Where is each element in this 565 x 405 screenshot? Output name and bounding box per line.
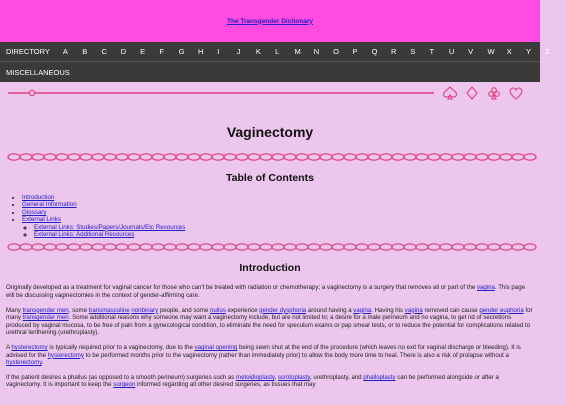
nav-letters xyxy=(63,47,565,56)
nav-letter-r[interactable]: R xyxy=(390,47,397,56)
paragraph-text: removed can cause xyxy=(422,306,480,314)
nav-letter-j[interactable]: J xyxy=(236,47,241,56)
nav-miscellaneous[interactable]: MISCELLANEOUS xyxy=(6,67,70,77)
nav-row-directory xyxy=(0,42,550,62)
paragraph-text: A xyxy=(6,344,12,351)
club-icon xyxy=(489,88,500,99)
inline-link[interactable]: hysterectomy xyxy=(11,344,48,351)
paragraph-text: , urethroplasty, and xyxy=(309,373,364,381)
nav-letter-e[interactable]: E xyxy=(140,47,146,56)
paragraph-text: , xyxy=(274,373,278,381)
toc-link-additional-resources[interactable]: External Links: Additional Resources xyxy=(34,231,135,239)
paragraph-text: around having a xyxy=(306,306,354,314)
paragraph-text: for many xyxy=(6,306,533,322)
toc-link-introduction[interactable]: Introduction xyxy=(22,194,55,201)
inline-link[interactable]: transgender men xyxy=(22,306,69,314)
inline-link[interactable]: vagina xyxy=(353,306,372,314)
nav-letter-o[interactable]: O xyxy=(333,47,339,56)
nav-letter-c[interactable]: C xyxy=(101,47,107,56)
nav-letter-f[interactable]: F xyxy=(159,47,164,56)
nav-letter-s[interactable]: S xyxy=(410,47,416,56)
inline-link[interactable]: nonbinary xyxy=(131,306,159,314)
paragraph-text: is typically required prior to a vaginectomy, due to the xyxy=(47,344,195,351)
paragraph-text: can be performed alongside or after a vaginectomy. It is important to keep the xyxy=(6,373,499,389)
intro-paragraph-2 xyxy=(6,307,534,337)
nav-row-misc xyxy=(0,62,540,82)
intro-paragraph-4 xyxy=(6,374,534,389)
toc-subitem xyxy=(34,224,540,231)
inline-link[interactable]: transmasculine xyxy=(88,306,130,314)
toc-link-studies[interactable]: External Links: Studies/Papers/Journals/Etc Resources xyxy=(34,223,186,231)
paragraph-text: , some xyxy=(68,306,89,314)
nav-letter-y[interactable]: Y xyxy=(526,47,532,56)
nav-letter-k[interactable]: K xyxy=(255,47,261,56)
inline-link[interactable]: gender euphoria xyxy=(479,306,524,314)
suit-ornament-divider xyxy=(0,84,540,102)
table-of-contents xyxy=(0,194,540,238)
paragraph-text: experience xyxy=(225,306,260,314)
nav-letter-b[interactable]: B xyxy=(82,47,88,56)
paragraph-text: people, and some xyxy=(158,306,210,314)
toc-subitem xyxy=(34,231,540,238)
intro-heading: Introduction xyxy=(239,262,301,275)
nav-letter-x[interactable]: X xyxy=(506,47,512,56)
ornament-svg xyxy=(6,84,534,102)
nav-letter-q[interactable]: Q xyxy=(371,47,378,56)
nav-letter-g[interactable]: G xyxy=(178,47,185,56)
inline-link[interactable]: scrotoplasty xyxy=(277,373,310,381)
nav-letter-t[interactable]: T xyxy=(429,47,435,56)
site-title-link[interactable]: The Transgender Dictionary xyxy=(227,17,313,25)
toc-heading: Table of Contents xyxy=(226,172,314,184)
toc-item xyxy=(22,209,540,216)
inline-link[interactable]: hysterectomy xyxy=(6,359,42,367)
toc-item xyxy=(22,201,540,208)
inline-link[interactable]: hysterectomy xyxy=(47,351,84,359)
nav-letter-z[interactable]: Z xyxy=(545,47,550,56)
diamond-icon xyxy=(467,87,477,99)
top-navigation xyxy=(0,42,550,82)
nav-letter-h[interactable]: H xyxy=(197,47,204,56)
inline-link[interactable]: vaginal opening xyxy=(194,344,238,351)
intro-paragraph-3 xyxy=(6,344,534,367)
paragraph-text: to be performed months prior to the vaginectomy (rather than immediately prior) to allow the body more time to heal. There is also a risk of prolapse without a xyxy=(83,351,509,359)
nav-letter-v[interactable]: V xyxy=(468,47,474,56)
nav-letter-i[interactable]: I xyxy=(217,47,220,56)
toc-item xyxy=(22,216,540,238)
inline-link[interactable]: surgeon xyxy=(113,381,136,389)
paragraph-text: . Some additional reasons why someone may want a vaginectomy include, but are not limited to; a desire for a male perineum and no vagina, to get rid of secretions produced by vaginal mucosa, to be free of pain from a gynecological condition, to eliminate the need for speculum exams or pap smear tests, or to reduce the potential for complications related to urethral lenthening (urethroplasty). xyxy=(6,314,531,337)
intro-paragraph-1 xyxy=(6,284,534,299)
heart-icon xyxy=(510,88,522,99)
nav-letter-u[interactable]: U xyxy=(448,47,455,56)
paragraph-text: being sewn shut at the end of the procedure (which leaves no exit for vaginal discharge or bleeding). It is advised for the xyxy=(6,344,521,359)
nav-letter-n[interactable]: N xyxy=(313,47,320,56)
nav-letter-d[interactable]: D xyxy=(120,47,127,56)
inline-link[interactable]: gender dysphoria xyxy=(259,306,307,314)
toc-link-general-information[interactable]: General Information xyxy=(22,201,77,209)
page-title: Vaginectomy xyxy=(226,124,314,140)
toc-item xyxy=(22,194,540,201)
nav-letter-p[interactable]: P xyxy=(352,47,358,56)
paragraph-text: . This page will be discussing vaginectomies in the context of gender-affirming care. xyxy=(6,284,525,300)
inline-link[interactable]: transgender men xyxy=(22,314,69,322)
inline-link[interactable]: nullos xyxy=(209,306,226,314)
chain-divider xyxy=(6,242,534,252)
spade-icon xyxy=(443,87,456,99)
inline-link[interactable]: metoidioplasty xyxy=(236,373,275,381)
nav-directory[interactable]: DIRECTORY xyxy=(6,47,50,56)
nav-letter-a[interactable]: A xyxy=(62,47,68,56)
chain-divider xyxy=(6,152,534,162)
paragraph-text: Originally developed as a treatment for vaginal cancer for those who can't be treated with radiation or chemotherapy; a vaginectomy is a surgery that removes all or part of the xyxy=(6,284,477,292)
site-header xyxy=(0,0,540,42)
paragraph-text: informed regarding all other desired surgeries, as tissues that may xyxy=(135,381,316,389)
paragraph-text: . Having his xyxy=(371,306,405,314)
toc-link-glossary[interactable]: Glossary xyxy=(22,208,47,216)
nav-letter-w[interactable]: W xyxy=(487,47,495,56)
paragraph-text: . xyxy=(41,359,44,367)
toc-link-external-links[interactable]: External Links xyxy=(22,216,61,224)
paragraph-text: If the patient desires a phallus (as opposed to a smooth perineum) surgeries such as xyxy=(6,373,236,381)
nav-letter-m[interactable]: M xyxy=(294,47,301,56)
inline-link[interactable]: phalloplasty xyxy=(363,373,396,381)
inline-link[interactable]: vagina xyxy=(476,284,495,292)
nav-letter-l[interactable]: L xyxy=(275,47,280,56)
inline-link[interactable]: vagina xyxy=(404,306,423,314)
paragraph-text: Many xyxy=(6,306,23,314)
intro-content xyxy=(0,284,540,389)
